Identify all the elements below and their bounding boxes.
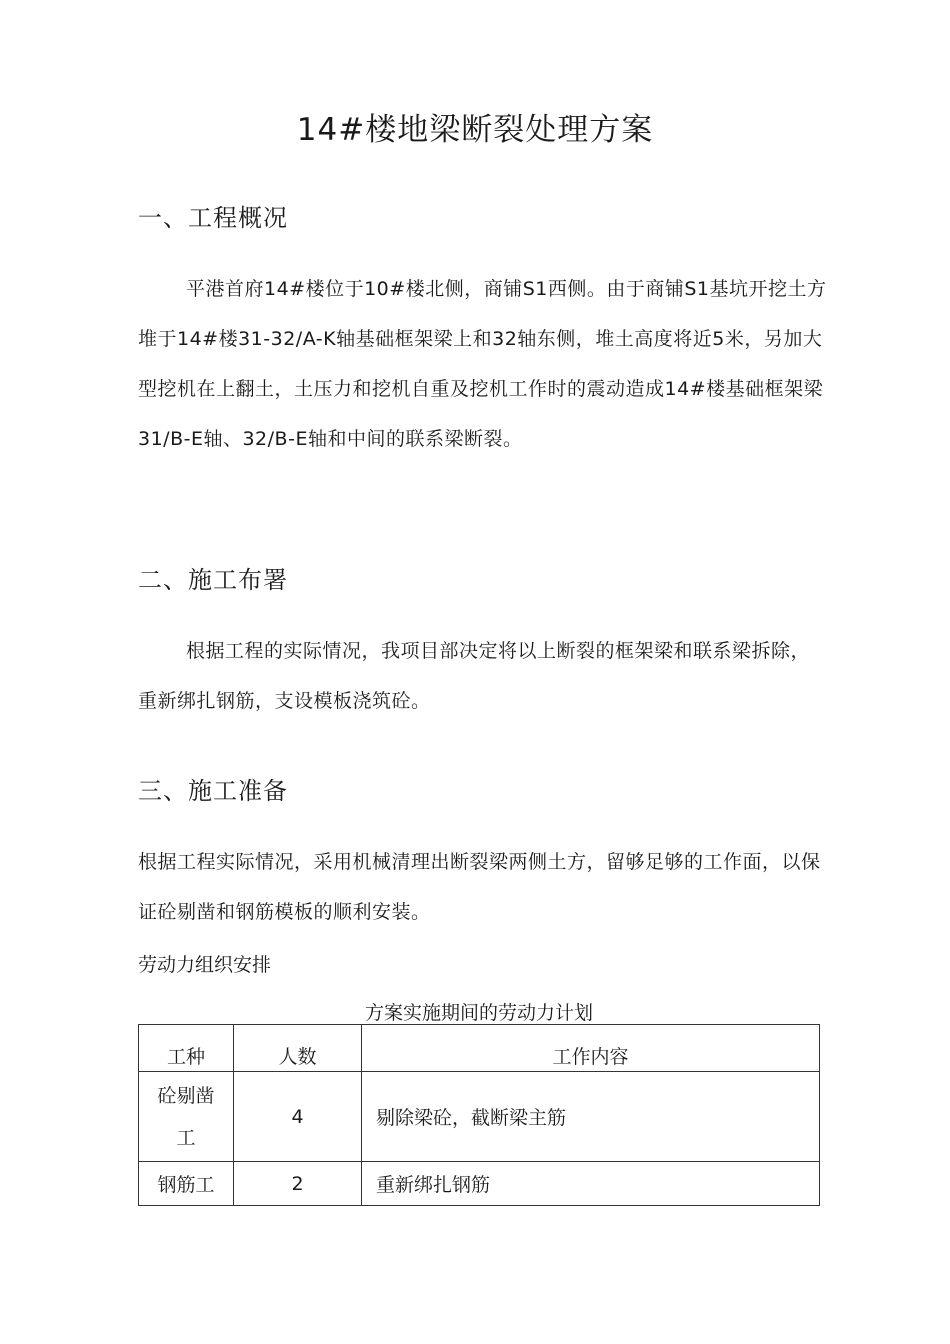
table-header-cell: 人数 <box>234 1025 362 1072</box>
labor-table-caption: 方案实施期间的劳动力计划 <box>364 1002 593 1024</box>
table-cell-count: 2 <box>234 1162 362 1206</box>
section-paragraph-overview: 平港首府14#楼位于10#楼北侧，商铺S1西侧。由于商铺S1基坑开挖土方堆于14#楼31-32/A-K轴基础框架梁上和32轴东侧，堆土高度将近5米，另加大型挖机在上翻土，土压力和挖机自重及挖机工作时的震动造成14#楼基础框架梁31/B-E轴、32/B-E轴和中间的联系梁断裂。 <box>138 278 827 450</box>
section-paragraph-preparation: 根据工程实际情况，采用机械清理出断裂梁两侧土方，留够足够的工作面，以保证砼剔凿和钢筋模板的顺利安装。 <box>138 851 821 923</box>
table-header-row <box>139 1025 820 1072</box>
document-title: 14#楼地梁断裂处理方案 <box>296 112 654 148</box>
table-cell-type: 钢筋工 <box>139 1162 234 1206</box>
table-cell-type: 砼剔凿工 <box>139 1072 234 1162</box>
table-cell-content: 剔除梁砼，截断梁主筋 <box>362 1072 820 1162</box>
section-heading-deployment: 二、施工布署 <box>138 566 288 594</box>
section-heading-preparation: 三、施工准备 <box>138 777 288 805</box>
section-heading-overview: 一、工程概况 <box>138 204 288 232</box>
table-header-cell: 工作内容 <box>362 1025 820 1072</box>
table-cell-content: 重新绑扎钢筋 <box>362 1162 820 1206</box>
table-row <box>139 1072 820 1162</box>
section-paragraph-deployment: 根据工程的实际情况，我项目部决定将以上断裂的框架梁和联系梁拆除，重新绑扎钢筋，支设模板浇筑砼。 <box>138 640 811 712</box>
labor-plan-table <box>138 1024 820 1206</box>
table-cell-count: 4 <box>234 1072 362 1162</box>
table-header-cell: 工种 <box>139 1025 234 1072</box>
labor-section-title: 劳动力组织安排 <box>138 954 272 976</box>
table-row <box>139 1162 820 1206</box>
